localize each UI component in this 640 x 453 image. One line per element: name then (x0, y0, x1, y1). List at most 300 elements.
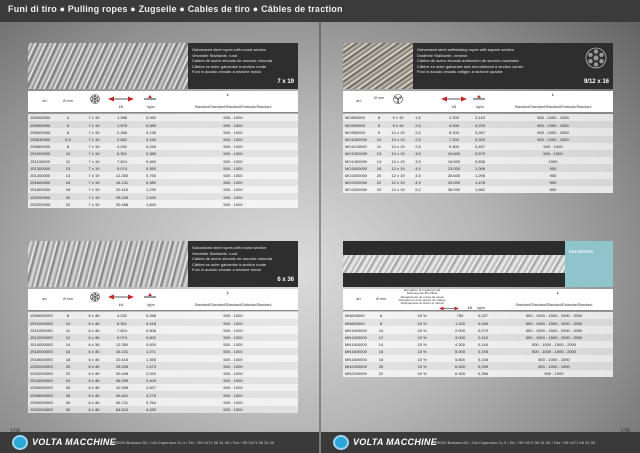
cell-d: 6 (66, 129, 70, 135)
cell-kg: 0,160 (145, 136, 156, 142)
cell-kg: 0,085 (145, 122, 156, 128)
table-row (343, 143, 613, 150)
cell-d: 22 (65, 370, 71, 376)
col-standard: Standard/Standard/Standard/Estándar/Standard (194, 303, 272, 307)
rope-section-icon (90, 94, 100, 104)
cell-L: 800 (549, 187, 557, 193)
cell-d: 8 (66, 313, 70, 319)
cell-kn: 16.131 (115, 349, 129, 355)
cell-kg: 0,320 (474, 136, 485, 142)
breaking-load-icon (439, 306, 459, 311)
cell-kg: 0,579 (474, 151, 485, 157)
cell-L: 500 - 1000 (223, 313, 243, 319)
table-d (343, 241, 613, 421)
col-standard: Standard/Standard/Standard/Estándar/Standard (514, 105, 592, 109)
cell-L: 500 - 1000 - 1500 (538, 356, 570, 362)
cell-c: 6 x 36 (88, 342, 100, 348)
table-row (343, 164, 613, 171)
cell-kg: 0,110 (475, 115, 485, 121)
cell-art: MO1300000 (345, 151, 368, 157)
cell-kg: 0,220 (474, 122, 485, 128)
cell-d: 11 (376, 144, 382, 150)
cell-art: JS0800000S (30, 313, 53, 319)
weight-icon (144, 293, 156, 301)
col-art: art. (42, 99, 48, 103)
cell-L: 500 - 1000 (223, 334, 243, 340)
cell-kg: 1,682 (474, 187, 485, 193)
cell-kn: 36.295 (115, 378, 129, 384)
cell-kg: 0,550 (145, 165, 156, 171)
cell-art: MO1100000 (345, 144, 367, 150)
cell-d: 20 (376, 172, 382, 178)
cell-kn: 23.000 (447, 165, 461, 171)
cell-e: 15 % (417, 349, 427, 355)
cell-L: 500 - 1000 - 1500 (538, 363, 570, 369)
cell-d: 5 (66, 122, 70, 128)
cell-L: 500 - 1000 (223, 399, 243, 405)
col-kn: kN (451, 105, 457, 109)
cell-kg: 0,045 (477, 320, 488, 326)
cell-c: 7 x 19 (88, 115, 100, 121)
table-a-banner (28, 43, 298, 89)
cell-w: 1,5 (415, 115, 421, 121)
contact-info: I-39100 Bolzano BZ • Via Copernico 11-4 • Tel. +39 0471 56 31 00 • Fax +39 0471 56 31 00 (112, 440, 275, 445)
cell-art: MN2000000 (345, 363, 367, 369)
table-row (28, 319, 298, 326)
table-row (28, 186, 298, 193)
cell-L: 500 - 1000 (223, 136, 243, 142)
cell-art: JS1300000 (30, 165, 51, 171)
cell-c: 7 x 19 (88, 158, 100, 164)
cell-kg: 1,296 (474, 172, 485, 178)
cell-d: 8 (377, 115, 381, 121)
cell-kn: 9.400 (448, 144, 459, 150)
cell-kn: 25.205 (115, 363, 129, 369)
cell-kg: 1,230 (145, 187, 156, 193)
cell-d: 18 (65, 187, 71, 193)
cell-c: 12 x 19 (391, 144, 405, 150)
cell-d: 10 (65, 320, 71, 326)
cell-kg: 1,071 (145, 349, 156, 355)
footer-left (0, 432, 319, 453)
cell-e: 15 % (417, 342, 427, 348)
construction-label: 9/12 x 16 (583, 79, 609, 85)
material-label: POLYESTER (569, 249, 593, 254)
table-row (343, 312, 613, 319)
cell-L: 900 (549, 172, 557, 178)
cell-d: 22 (378, 370, 384, 376)
cell-L: 500 - 1000 (223, 158, 243, 164)
cell-kg: 1,478 (474, 180, 485, 186)
cell-kn: 5.000 (454, 349, 465, 355)
cell-c: 12 x 19 (391, 180, 405, 186)
col-kgm: kg/m (147, 303, 155, 307)
col-diameter: Ø mm (374, 96, 384, 100)
cell-kn: 750 (456, 313, 464, 319)
table-row (343, 355, 613, 362)
cell-L: 500 - 1000 (223, 180, 243, 186)
cell-d: 11 (65, 158, 71, 164)
cell-c: 6 x 36 (88, 370, 100, 376)
cell-d: 22 (65, 201, 71, 207)
cell-w: 3,0 (415, 151, 421, 157)
cell-d: 9 (377, 122, 381, 128)
cell-d: 18 (65, 356, 71, 362)
table-row (28, 164, 298, 171)
table-row (28, 179, 298, 186)
table-d-banner (343, 241, 565, 287)
cell-art: JS3000000S (30, 399, 53, 405)
cell-L: 500 - 1000 (223, 406, 243, 412)
cell-kg: 0,750 (145, 172, 156, 178)
table-header (343, 91, 613, 113)
cell-kg: 0,457 (474, 144, 485, 150)
cell-L: 500 - 1000 (223, 151, 243, 157)
cell-kg: 1,355 (145, 356, 156, 362)
cell-d: 10 (65, 151, 71, 157)
col-art: art. (42, 297, 48, 301)
cell-kg: 0,060 (145, 115, 156, 121)
cell-L: 500 - 1000 - 1500 (537, 129, 569, 135)
cell-e: 15 % (417, 313, 427, 319)
table-row (343, 172, 613, 179)
table-header (343, 289, 613, 311)
rope-section-icon (585, 47, 607, 69)
cell-d: 16 (378, 349, 384, 355)
cell-L: 500 - 1000 (223, 115, 243, 121)
cell-kg: 1,520 (145, 194, 156, 200)
table-a (28, 43, 298, 231)
cell-art: JS1200000S (30, 334, 53, 340)
cell-art: JS1100000 (30, 158, 50, 164)
cell-L: 500 - 1000 (223, 129, 243, 135)
product-description: Galvanized steel antitwisting ropes with square section Drallfreie Stahlseile, verzinkt Cables de acero zincado antitorsión de sección cuadrada Câbles en acier galvanisé anti-enroulement à section carrée Funi in acciaio zincato antigiro a sezione quadra (417, 47, 524, 75)
cell-kn: 2.682 (116, 136, 127, 142)
cell-d: 11 (65, 327, 71, 333)
cell-art: MN1000000 (345, 327, 367, 333)
cell-kn: 42.596 (115, 385, 129, 391)
cell-art: JS2200000S (30, 370, 53, 376)
cell-d: 4 (66, 115, 70, 121)
table-row (28, 355, 298, 362)
cell-kn: 33.000 (447, 180, 461, 186)
cell-L: 500 - 1000 (223, 342, 243, 348)
cell-kn: 12.350 (115, 172, 129, 178)
table-row (343, 334, 613, 341)
cell-art: JS2000000S (30, 363, 53, 369)
cell-c: 12 x 19 (391, 172, 405, 178)
cell-e: 15 % (417, 370, 427, 376)
cell-art: MN1400000 (345, 342, 367, 348)
cell-art: MN1600000 (345, 349, 367, 355)
cell-kn: 64.524 (115, 406, 129, 412)
rope-section-icon (393, 94, 403, 104)
page-title: Funi di tiro ● Pulling ropes ● Zugseile ● Cables de tiro ● Câbles de traction (8, 4, 343, 14)
table-row (28, 326, 298, 333)
cell-d: 16 (65, 180, 71, 186)
cell-L: 500 - 1000 - 1500 - 2000 - 3000 (525, 327, 583, 333)
cell-kn: 6.000 (454, 363, 465, 369)
cell-d: 9 (377, 129, 381, 135)
table-row (343, 348, 613, 355)
construction-label: 7 x 19 (277, 79, 294, 85)
cell-d: 16 (65, 349, 71, 355)
table-c-banner (343, 43, 613, 89)
cell-w: 3,3 (415, 158, 421, 164)
cell-L: 500 - 1000 - 1500 - 2000 (531, 349, 577, 355)
cell-d: 20 (65, 363, 71, 369)
cell-kn: 7.624 (116, 327, 127, 333)
col-length: L (551, 93, 555, 97)
table-row (343, 370, 613, 377)
construction-label: 6 x 36 (277, 277, 294, 283)
cell-L: 500 - 1000 (223, 122, 243, 128)
product-description: Galvanized steel ropes with round section Verzinkte Stahlseile, rund Cables de acero zincado de sección redonda Câbles en acier galvanisé à section ronde Funi in acciaio zincato a sezione tonda (192, 47, 273, 75)
table-row (28, 370, 298, 377)
cell-kn: 2.200 (448, 115, 459, 121)
cell-art: JS1400000 (30, 172, 51, 178)
cell-kn: 49.401 (115, 392, 129, 398)
cell-c: 7 x 19 (88, 165, 100, 171)
table-row (343, 319, 613, 326)
cell-c: 7 x 19 (88, 136, 100, 142)
cell-L: 500 - 1000 (223, 392, 243, 398)
cell-c: 12 x 19 (391, 151, 405, 157)
cell-kg: 0,245 (145, 144, 156, 150)
cell-L: 500 - 1000 (223, 378, 243, 384)
col-length: L (226, 291, 230, 295)
cell-d: 20 (378, 363, 384, 369)
cell-kg: 0,073 (477, 327, 488, 333)
cell-L: 500 - 1000 (544, 370, 564, 376)
cell-kn: 9.074 (116, 165, 127, 171)
cell-L: 500 - 1000 (223, 363, 243, 369)
brand-name: VOLTA MACCHINE (353, 437, 438, 447)
cell-kg: 0,144 (477, 342, 488, 348)
cell-L: 900 (549, 165, 557, 171)
table-row (28, 136, 298, 143)
table-row (343, 150, 613, 157)
cell-kg: 0,418 (145, 320, 156, 326)
cell-kn: 20.416 (115, 356, 129, 362)
cell-kn: 1.200 (454, 320, 465, 326)
cell-art: MO2000000 (345, 172, 368, 178)
weight-icon (144, 95, 156, 103)
table-row (28, 143, 298, 150)
cell-art: JS1800000 (30, 187, 51, 193)
cell-w: 2,3 (415, 136, 421, 142)
table-row (28, 341, 298, 348)
table-row (343, 326, 613, 333)
breaking-load-icon (108, 96, 134, 102)
cell-c: 6 x 36 (88, 349, 100, 355)
cell-c: 6 x 36 (88, 327, 100, 333)
cell-kg: 0,356 (477, 370, 488, 376)
cell-d: 18 (378, 356, 384, 362)
cell-kg: 0,248 (477, 356, 488, 362)
cell-kg: 0,380 (145, 151, 156, 157)
cell-c: 7 x 19 (88, 187, 100, 193)
cell-kn: 2.268 (116, 129, 127, 135)
cell-art: JS0500000 (30, 122, 51, 128)
rope-photo (28, 241, 188, 287)
table-row (28, 200, 298, 207)
table-row (28, 384, 298, 391)
cell-art: MN600000 (345, 313, 365, 319)
cell-kn: 7.624 (116, 158, 127, 164)
footer-right (321, 432, 640, 453)
cell-kg: 1,006 (474, 165, 485, 171)
cell-e: 15 % (417, 334, 427, 340)
table-row (343, 128, 613, 135)
cell-c: 7 x 19 (88, 122, 100, 128)
cell-kg: 3,279 (145, 392, 156, 398)
rope-photo (28, 43, 188, 89)
cell-art: MO2400000 (345, 187, 368, 193)
cell-d: 14 (65, 172, 71, 178)
cell-L: 900 (549, 180, 557, 186)
cell-kn: 5.800 (454, 356, 465, 362)
col-art: art. (356, 297, 362, 301)
cell-w: 4,9 (415, 180, 421, 186)
brand-logo-icon (12, 435, 28, 450)
cell-art: JS1000000 (30, 151, 51, 157)
cell-c: 12 x 19 (391, 129, 405, 135)
table-row (28, 128, 298, 135)
cell-d: 13 (65, 165, 71, 171)
table-row (28, 334, 298, 341)
cell-d: 13 (376, 151, 382, 157)
cell-kn: 1.575 (116, 122, 127, 128)
cell-kg: 4,283 (145, 406, 156, 412)
table-row (343, 341, 613, 348)
cell-kg: 0,115 (478, 334, 488, 340)
cell-art: JS2200000 (30, 201, 51, 207)
table-b (28, 241, 298, 421)
cell-d: 24 (376, 187, 382, 193)
cell-d: 6,3 (65, 136, 71, 142)
cell-kg: 0,267 (474, 129, 485, 135)
cell-L: 500 - 1000 - 1500 (537, 136, 569, 142)
breaking-load-icon (108, 294, 134, 300)
col-kgm: kg/m (477, 306, 485, 310)
cell-c: 9 x 19 (392, 122, 404, 128)
cell-kn: 56.711 (116, 399, 128, 405)
cell-L: 1000 (548, 158, 558, 164)
cell-kg: 0,268 (145, 313, 156, 319)
cell-kn: 20.416 (115, 187, 129, 193)
cell-art: JS0800000 (30, 144, 51, 150)
col-diameter: Ø mm (63, 297, 73, 301)
cell-d: 6 (379, 313, 383, 319)
cell-art: JS1100000S (30, 327, 53, 333)
cell-kn: 7.200 (448, 136, 459, 142)
table-row (28, 150, 298, 157)
cell-c: 6 x 36 (88, 334, 100, 340)
cell-art: JS1600000S (30, 349, 53, 355)
cell-kg: 0,295 (477, 363, 488, 369)
cell-w: 4,5 (415, 172, 421, 178)
cell-kg: 0,460 (145, 158, 156, 164)
cell-c: 7 x 19 (88, 194, 100, 200)
cell-art: JS2000000 (30, 194, 51, 200)
cell-e: 15 % (417, 320, 427, 326)
cell-d: 32 (65, 406, 71, 412)
cell-kg: 0,836 (474, 158, 485, 164)
cell-art: JS1600000 (30, 180, 51, 186)
cell-kg: 0,195 (477, 349, 488, 355)
cell-art: MO950000 (345, 129, 365, 135)
col-kgm: kg/m (476, 105, 484, 109)
table-row (28, 398, 298, 405)
cell-art: JS1000000S (30, 320, 53, 326)
cell-kn: 6.301 (116, 151, 127, 157)
cell-art: MN1800000 (345, 356, 367, 362)
table-row (28, 121, 298, 128)
cell-kn: 1.086 (116, 115, 127, 121)
cell-d: 22 (376, 180, 382, 186)
cell-kn: 25.205 (115, 194, 129, 200)
cell-L: 500 - 1000 (223, 356, 243, 362)
cell-L: 500 - 1000 (223, 172, 243, 178)
table-row (28, 362, 298, 369)
cell-L: 500 - 1000 (223, 349, 243, 355)
table-row (343, 362, 613, 369)
cell-kn: 2.000 (454, 327, 465, 333)
cell-c: 6 x 36 (88, 385, 100, 391)
cell-kg: 1,840 (145, 201, 156, 207)
col-standard: Standard/Standard/Standard/Estándar/Standard (515, 303, 593, 307)
cell-L: 500 - 1000 (223, 201, 243, 207)
cell-e: 15 % (417, 356, 427, 362)
cell-c: 7 x 19 (88, 172, 100, 178)
table-row (343, 157, 613, 164)
cell-L: 500 - 1000 (223, 370, 243, 376)
cell-c: 6 x 36 (88, 320, 100, 326)
rope-section-icon (90, 292, 100, 302)
cell-L: 500 - 1000 (223, 144, 243, 150)
cell-d: 10 (376, 136, 382, 142)
cell-kg: 0,820 (145, 342, 156, 348)
col-kn: kN (467, 306, 473, 310)
col-standard: Standard/Standard/Standard/Estándar/Standard (194, 105, 272, 109)
cell-art: MO900000 (345, 122, 365, 128)
cell-c: 7 x 19 (88, 180, 100, 186)
cell-kg: 0,506 (145, 327, 156, 333)
cell-kn: 12.350 (115, 342, 129, 348)
cell-art: JS2400000S (30, 378, 53, 384)
cell-kg: 3,764 (145, 399, 156, 405)
brand-name: VOLTA MACCHINE (32, 437, 117, 447)
cell-L: 500 - 1000 - 1500 - 2000 (531, 342, 577, 348)
cell-c: 6 x 36 (88, 399, 100, 405)
col-kn: kN (118, 303, 124, 307)
cell-art: JS1800000S (30, 356, 53, 362)
cell-c: 9 x 19 (392, 115, 404, 121)
cell-kn: 4.032 (116, 313, 127, 319)
cell-art: MO1000000 (345, 136, 368, 142)
cell-d: 20 (65, 194, 71, 200)
weight-icon (473, 95, 485, 103)
cell-kg: 2,409 (145, 378, 156, 384)
cell-art: MO800000 (345, 115, 365, 121)
cell-art: JS0600000 (30, 129, 51, 135)
cell-w: 2,0 (415, 122, 421, 128)
cell-L: 500 - 1000 - 1500 - 2000 - 3000 (525, 313, 583, 319)
cell-L: 500 - 1000 (543, 144, 563, 150)
cell-c: 12 x 19 (391, 158, 405, 164)
cell-kn: 30.498 (115, 370, 129, 376)
